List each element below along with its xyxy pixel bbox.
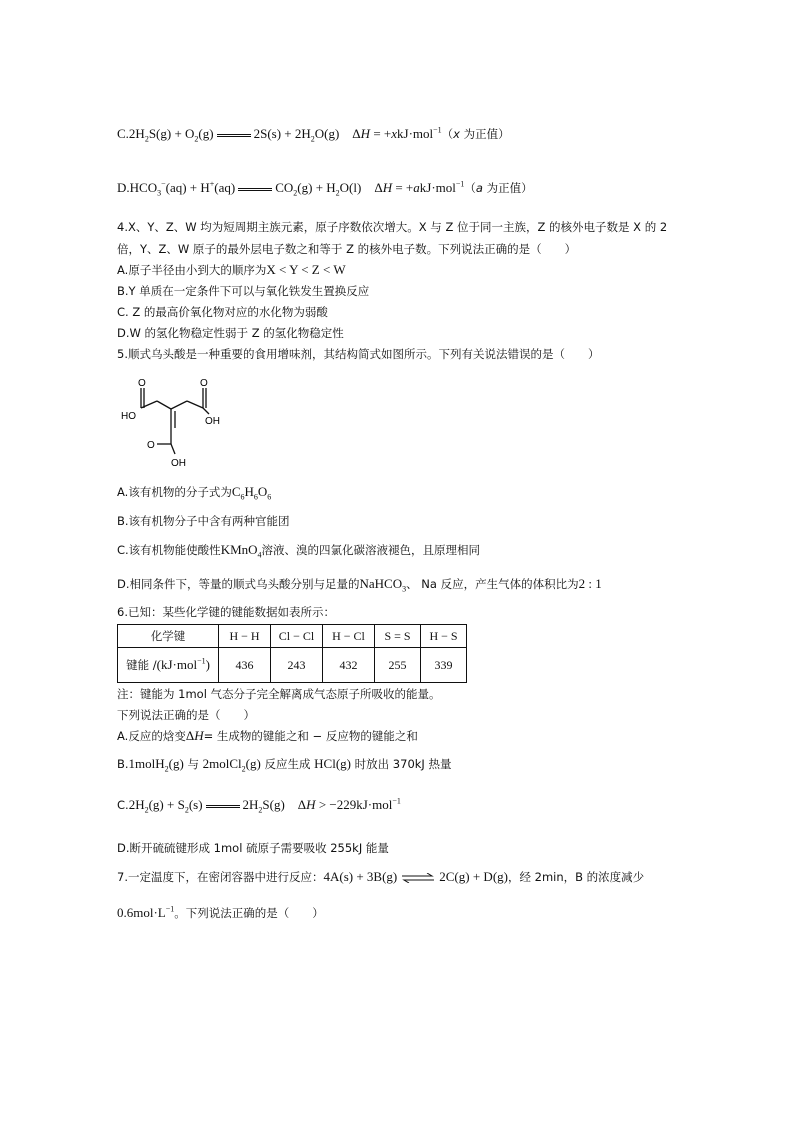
table-cell: 432: [323, 648, 375, 683]
q6-option-c: $C.2H_2(g) + S_2(s)$ $2H_2S(g)$ ΔH > −229kJ·mol$^{-1}$: [117, 796, 401, 815]
q3-c-label: C.: [117, 126, 129, 141]
mol-hydroxyl-label-left: HO: [121, 411, 136, 422]
q3-c-x: x: [453, 127, 460, 141]
q5-option-b: B.该有机物分子中含有两种官能团: [117, 514, 290, 528]
q3-option-c: $C.2H_2S(g) + O_2(g) 2S(s) + 2H_2O(g)$ ΔH = +xkJ·mol$^{-1}$（x 为正值）: [117, 125, 510, 144]
table-header: S = S: [375, 625, 421, 648]
table-row-label: 键能 /(kJ·mol$^{-1}$): [118, 648, 219, 683]
q6-option-a: A.反应的焓变ΔH= 生成物的键能之和 − 反应物的键能之和: [117, 728, 418, 743]
mol-hydroxyl-label-bottom: OH: [171, 458, 186, 469]
cis-aconitic-acid-structure: [119, 374, 229, 470]
q4-option-a: A.原子半径由小到大的顺序为X < Y < Z < W: [117, 262, 346, 277]
equal-arrow-icon: [238, 188, 272, 191]
table-header: H − H: [219, 625, 271, 648]
mol-oxygen-label-bottom: O: [147, 440, 155, 451]
equilibrium-arrow-icon: [401, 873, 435, 883]
q6-stem: 6.已知：某些化学键的键能数据如表所示：: [117, 605, 335, 619]
q7-stem: 7.一定温度下，在密闭容器中进行反应：4A(s) + 3B(g) 2C(g) + D(g)，经 2min，B 的浓度减少: [117, 869, 645, 884]
q6-note: 注：键能为 1mol 气态分子完全解离成气态原子所吸收的能量。: [117, 687, 441, 701]
q4-option-d: D.W 的氢化物稳定性弱于 Z 的氢化物稳定性: [117, 326, 344, 340]
table-header: H − Cl: [323, 625, 375, 648]
table-cell: 255: [375, 648, 421, 683]
q5-option-a: A.该有机物的分子式为$C_6H_6O_6$: [117, 484, 272, 502]
table-cell: 243: [271, 648, 323, 683]
q5-stem: 5.顺式乌头酸是一种重要的食用增味剂，其结构简式如图所示。下列有关说法错误的是（ ）: [117, 347, 600, 361]
q4-option-c: C. Z 的最高价氧化物对应的水化物为弱酸: [117, 305, 328, 319]
mol-oxygen-label-right: O: [200, 378, 208, 389]
q5-option-d-ratio: 2 : 1: [578, 576, 602, 591]
table-header: Cl − Cl: [271, 625, 323, 648]
q5-option-c: C.该有机物能使酸性KMnO$_4$溶液、溴的四氯化碳溶液褪色，且原理相同: [117, 542, 481, 560]
q4-option-b: B.Y 单质在一定条件下可以与氧化铁发生置换反应: [117, 284, 370, 298]
q4-stem-line1: 4.X、Y、Z、W 均为短周期主族元素，原子序数依次增大。X 与 Z 位于同一主族，Z 的核外电子数是 X 的 2: [117, 220, 668, 234]
q3-option-d: $D.HCO_3^-(aq) + H^+(aq) CO_2(g) + H_2O(l)$ ΔH = +akJ·mol$^{-1}$（a 为正值）: [117, 179, 533, 198]
table-cell: 436: [219, 648, 271, 683]
q6-option-d: D.断开硫硫键形成 1mol 硫原子需要吸收 255kJ 能量: [117, 841, 389, 855]
q5-option-d: D.相同条件下，等量的顺式乌头酸分别与足量的NaHCO$_3$、 Na 反应，产生气体的体积比为2 : 1: [117, 576, 602, 594]
q3-d-a: a: [475, 181, 483, 195]
q3-c-note: 为正值）: [459, 127, 510, 141]
table-header: H − S: [421, 625, 467, 648]
q6-ask: 下列说法正确的是（ ）: [117, 708, 255, 722]
bond-energy-table: [117, 624, 467, 683]
q3-d-note: 为正值）: [482, 181, 533, 195]
q4-stem-line2: 倍，Y、Z、W 原子的最外层电子数之和等于 Z 的核外电子数。下列说法正确的是（ ）: [117, 242, 577, 256]
q3-d-label: D.: [117, 180, 130, 195]
mol-oxygen-label-left: O: [138, 378, 146, 389]
equal-arrow-icon: [206, 805, 240, 808]
mol-hydroxyl-label-right: OH: [205, 416, 220, 427]
table-header: 化学键: [118, 625, 219, 648]
equal-arrow-icon: [217, 134, 251, 137]
q4-option-a-math: X < Y < Z < W: [266, 262, 346, 277]
q6-option-b: B.1molH$_2$(g) 与 2molCl$_2$(g) 反应生成 HCl(g) 时放出 370kJ 热量: [117, 756, 452, 774]
table-cell: 339: [421, 648, 467, 683]
q7-stem-line2: $0.6mol\cdot L^{-1}$。下列说法正确的是（ ）: [117, 904, 324, 920]
